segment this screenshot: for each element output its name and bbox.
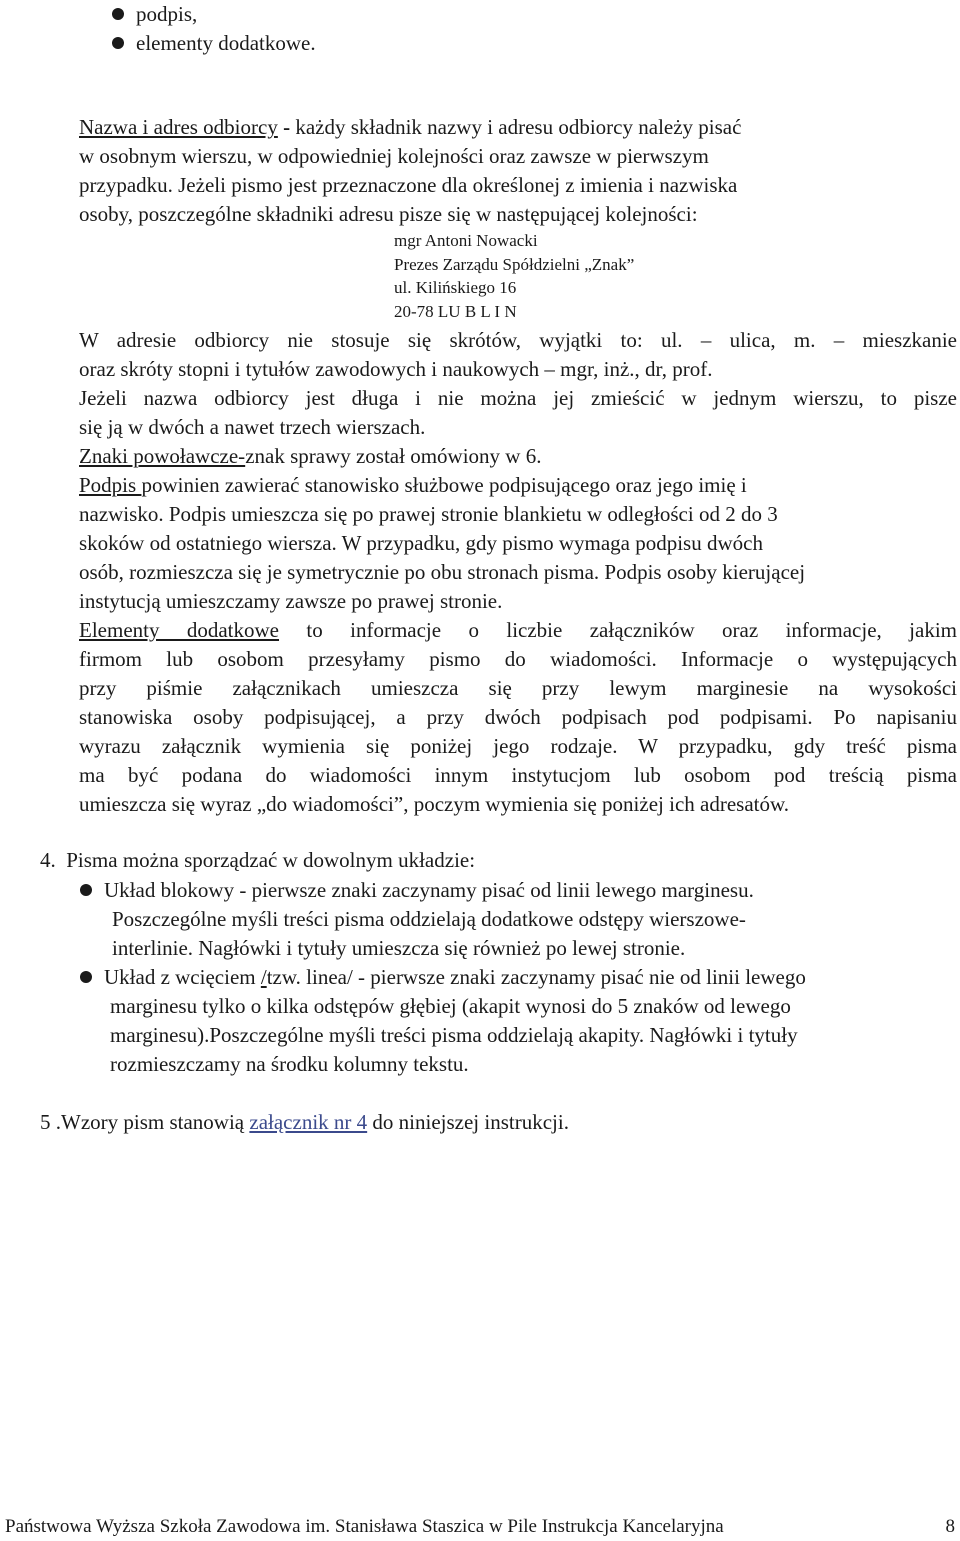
long-name-paragraph: Jeżeli nazwa odbiorcy jest długa i nie można jej zmieścić w jednym wierszu, to pisze się ją w dwóch a nawet trzech wierszach.	[79, 386, 957, 439]
reference-marks-heading: Znaki powoławcze-	[79, 444, 246, 468]
list-item-continuation: marginesu tylko o kilka odstępów głębiej (akapit wynosi do 5 znaków od lewego marginesu).Poszczególne myśli treści pisma oddzielają akapity. Nagłówki i tytuły rozmieszczamy na środku kolumny tekstu.	[110, 994, 798, 1076]
recipient-paragraph: Nazwa i adres odbiorcy - każdy składnik nazwy i adresu odbiorcy należy pisać w osobnym wierszu, w odpowiedniej kolejności oraz zawsze w pierwszym przypadku. Jeżeli pismo jest przeznaczone dla określonej z imienia i nazwiska osoby, poszczególne składniki adresu pisze się w następującej kolejności:	[79, 115, 742, 226]
section-4-heading: 4. Pisma można sporządzać w dowolnym układzie:	[40, 848, 476, 872]
attachment-link[interactable]: załącznik nr 4	[249, 1110, 368, 1134]
bullet-icon	[80, 971, 92, 983]
footer-text: Państwowa Wyższa Szkoła Zawodowa im. Stanisława Staszica w Pile Instrukcja Kancelaryjna	[5, 1516, 724, 1537]
bullet-icon	[80, 884, 92, 896]
recipient-heading: Nazwa i adres odbiorcy	[79, 115, 278, 139]
address-example: mgr Antoni Nowacki Prezes Zarządu Spółdzielni „Znak” ul. Kilińskiego 16 20-78 LU B L I N	[394, 231, 635, 321]
abbreviations-paragraph: W adresie odbiorcy nie stosuje się skrótów, wyjątki to: ul. – ulica, m. – mieszkanie oraz skróty stopni i tytułów zawodowych i naukowych – mgr, inż., dr, prof.	[79, 328, 957, 381]
signature-paragraph: Podpis powinien zawierać stanowisko służbowe podpisującego oraz jego imię i nazwisko. Podpis umieszcza się po prawej stronie blankietu w odległości od 2 do 3 skoków od ostatniego wiersza. W przypadku, gdy pismo wymaga podpisu dwóch osób, rozmieszcza się je symetrycznie po obu stronach pisma. Podpis osoby kierującej instytucją umieszczamy zawsze po prawej stronie.	[79, 473, 806, 613]
page-number: 8	[945, 1516, 955, 1537]
list-item: Układ blokowy - pierwsze znaki zaczynamy pisać od linii lewego marginesu.	[80, 876, 754, 904]
bullet-icon	[112, 8, 124, 20]
signature-heading: Podpis	[79, 473, 142, 497]
section-5: 5 .Wzory pism stanowią załącznik nr 4 do niniejszej instrukcji.	[40, 1110, 569, 1134]
reference-marks-paragraph: Znaki powoławcze-znak sprawy został omówiony w 6.	[79, 444, 542, 468]
list-item: Układ z wcięciem /tzw. linea/ - pierwsze znaki zaczynamy pisać nie od linii lewego	[80, 963, 806, 991]
additional-elements-heading: Elementy dodatkowe	[79, 618, 280, 642]
list-item: elementy dodatkowe.	[112, 29, 316, 57]
bullet-icon	[112, 37, 124, 49]
list-item-continuation: Poszczególne myśli treści pisma oddzielają dodatkowe odstępy wierszowe- interlinie. Nagłówki i tytuły umieszcza się również po lewej stronie.	[112, 907, 746, 960]
list-item: podpis,	[112, 0, 197, 28]
page-footer	[5, 1516, 955, 1538]
additional-elements-paragraph: Elementy dodatkowe to informacje o liczbie załączników oraz informacje, jakim firmom lub osobom przesyłamy pismo do wiadomości. Informacje o występujących przy piśmie załącznikach umieszcza się przy lewym marginesie na wysokości stanowiska osoby podpisującej, a przy dwóch podpisach pod podpisami. Po napisaniu wyrazu załącznik wymienia się poniżej jego rodzaje. W przypadku, gdy treść pisma ma być podana do wiadomości innym instytucjom lub osobom pod treścią pisma umieszcza się wyraz „do wiadomości”, poczym wymienia się poniżej ich adresatów.	[79, 618, 957, 816]
